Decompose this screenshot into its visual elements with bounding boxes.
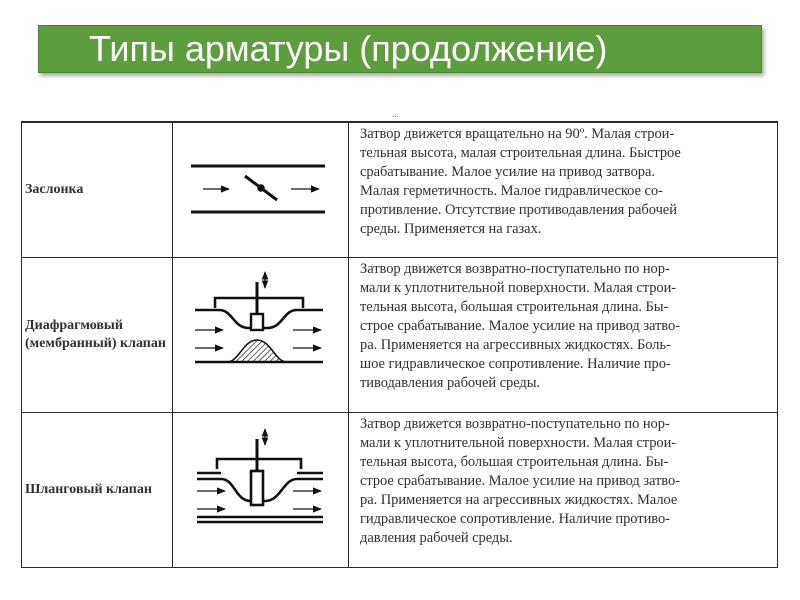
description-line: тельная высота, большая строительная длина. Бы- (360, 298, 669, 315)
description-line: тельная высота, малая строительная длина. Быстрое (360, 145, 681, 161)
description-line: давления рабочей среды. (360, 529, 513, 546)
description-line: шое гидравлическое сопротивление. Наличие про- (360, 355, 671, 372)
valve-types-table (21, 121, 778, 568)
description-line: тельная высота, большая строительная длина. Бы- (360, 453, 669, 470)
valve-diagram-cell (173, 412, 349, 567)
table-row (22, 412, 778, 567)
valve-name: Заслонка (25, 181, 84, 197)
description-line: противление. Отсутствие противодавления рабочей (360, 202, 677, 218)
valve-name: Шланговый клапан (25, 481, 152, 497)
pinch-valve-diagram-icon (173, 415, 349, 565)
valve-diagram-cell (173, 257, 349, 412)
valve-name-cell (22, 122, 173, 257)
description-line: Затвор движется возвратно-поступательно по нор- (360, 260, 670, 277)
description-line: срабатывание. Малое усилие на привод затвора. (360, 164, 655, 180)
valve-name-cell (22, 412, 173, 567)
description-line: тиводавления рабочей среды. (360, 374, 541, 391)
description-line: среды. Применяется на газах. (360, 221, 542, 237)
valve-name: Диафрагмовый (мембранный) клапан (25, 317, 166, 351)
description-line: Затвор движется вращательно на 90º. Малая строи- (360, 126, 675, 142)
table-row (22, 122, 778, 257)
description-line: ра. Применяется на агрессивных жидкостях. Боль- (360, 336, 671, 353)
valve-description (349, 122, 778, 257)
description-line: ра. Применяется на агрессивных жидкостях. Малое (360, 491, 678, 508)
valve-diagram-cell (173, 122, 349, 257)
valve-description (349, 412, 778, 567)
description-line: строе срабатывание. Малое усилие на привод затво- (360, 472, 680, 489)
description-line: мали к уплотнительной поверхности. Малая строи- (360, 279, 677, 296)
description-line: мали к уплотнительной поверхности. Малая строи- (360, 434, 677, 451)
description-line: Малая герметичность. Малое гидравлическое со- (360, 183, 663, 199)
table-row (22, 257, 778, 412)
description-line: Затвор движется возвратно-поступательно по нор- (360, 415, 670, 432)
description-line: строе срабатывание. Малое усилие на привод затво- (360, 317, 680, 334)
valve-description (349, 257, 778, 412)
butterfly-valve-diagram-icon (173, 150, 349, 230)
valve-name-cell (22, 257, 173, 412)
diaphragm-valve-diagram-icon (173, 260, 349, 410)
description-line: гидравлическое сопротивление. Наличие противо- (360, 510, 670, 527)
slide-title: Типы арматуры (продолжение) (89, 28, 608, 69)
cropped-text-fragment: ... (392, 111, 399, 117)
title-bar (38, 25, 762, 73)
